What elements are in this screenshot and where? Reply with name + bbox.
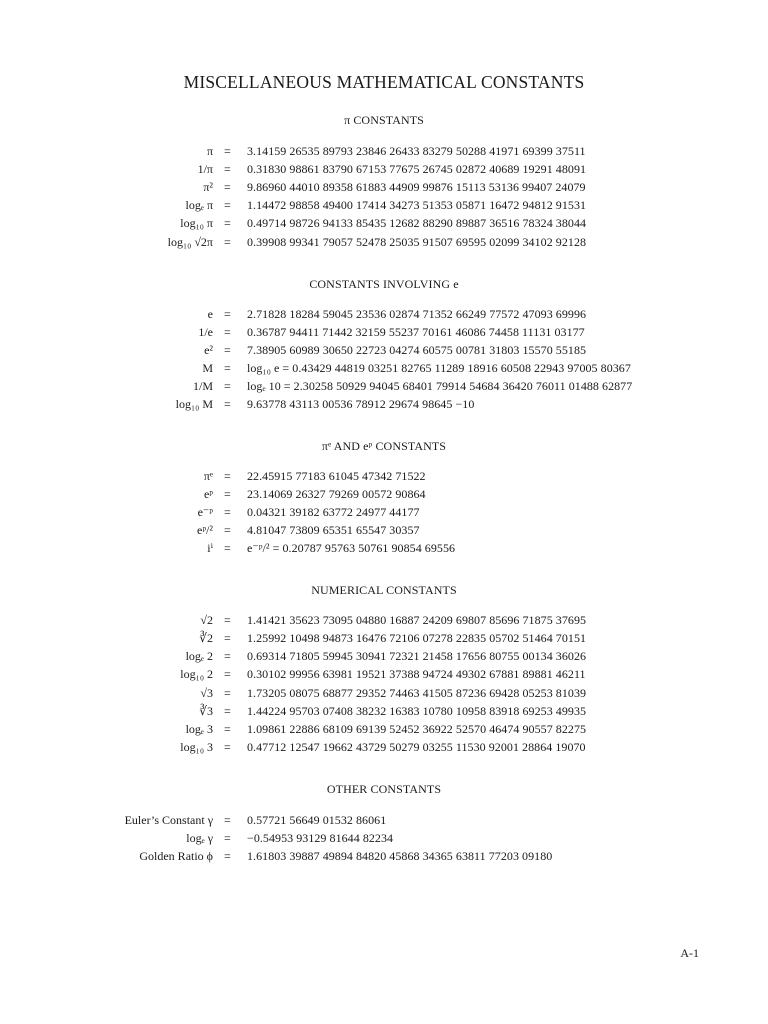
constant-row: [0, 829, 768, 847]
equals-sign: =: [224, 849, 231, 863]
constant-value: 3.14159 26535 89793 23846 26433 83279 50288 41971 69399 37511: [247, 144, 586, 158]
constant-value: 4.81047 73809 65351 65547 30357: [247, 523, 420, 537]
constant-value: 0.39908 99341 79057 52478 25035 91507 69595 02099 34102 92128: [247, 235, 587, 249]
page-number: A-1: [680, 946, 699, 960]
constant-row: [0, 521, 768, 539]
constant-row: [0, 702, 768, 720]
constant-symbol: π²: [203, 180, 213, 194]
constant-row: [0, 395, 768, 413]
constant-symbol: 1/e: [198, 325, 213, 339]
equals-sign: =: [224, 649, 231, 663]
constant-symbol: √3: [200, 686, 213, 700]
constant-value: 1.61803 39887 49894 84820 45868 34365 63811 77203 09180: [247, 849, 553, 863]
constant-row: [0, 323, 768, 341]
section-heading-pi: π CONSTANTS: [344, 113, 424, 127]
equals-sign: =: [224, 216, 231, 230]
constant-row: [0, 233, 768, 251]
constant-symbol: 1/π: [197, 162, 213, 176]
constant-value: logₑ 10 = 2.30258 50929 94045 68401 79914 54684 36420 76011 01488 62877: [247, 379, 633, 393]
constant-value: 7.38905 60989 30650 22723 04274 60575 00781 31803 15570 55185: [247, 343, 587, 357]
constant-value: 2.71828 18284 59045 23536 02874 71352 66249 77572 47093 69996: [247, 307, 587, 321]
constant-symbol: logₑ π: [185, 198, 213, 212]
constant-row: [0, 485, 768, 503]
equals-sign: =: [224, 361, 231, 375]
constant-symbol: π: [206, 144, 213, 158]
section-heading-other: OTHER CONSTANTS: [326, 782, 442, 796]
constant-symbol: ∛2: [199, 631, 213, 645]
constant-row: [0, 665, 768, 683]
constant-value: 1.14472 98858 49400 17414 34273 51353 05871 16472 94812 91531: [247, 198, 587, 212]
constant-value: 0.04321 39182 63772 24977 44177: [247, 505, 420, 519]
equals-sign: =: [224, 831, 231, 845]
constant-value: 1.41421 35623 73095 04880 16887 24209 69807 85696 71875 37695: [247, 613, 587, 627]
constant-row: [0, 738, 768, 756]
equals-sign: =: [224, 813, 231, 827]
equals-sign: =: [224, 307, 231, 321]
constant-value: 22.45915 77183 61045 47342 71522: [247, 469, 426, 483]
equals-sign: =: [224, 487, 231, 501]
constant-symbol: log₁₀ √2π: [167, 235, 213, 249]
constant-value: 0.57721 56649 01532 86061: [247, 813, 387, 827]
constant-symbol: Euler’s Constant γ: [124, 813, 213, 827]
equals-sign: =: [224, 198, 231, 212]
constant-row: [0, 720, 768, 738]
constant-row: [0, 142, 768, 160]
equals-sign: =: [224, 144, 231, 158]
constant-row: [0, 811, 768, 829]
equals-sign: =: [224, 667, 231, 681]
constant-symbol: logₑ γ: [186, 831, 213, 845]
constant-row: [0, 377, 768, 395]
equals-sign: =: [224, 180, 231, 194]
equals-sign: =: [224, 469, 231, 483]
section-heading-numerical: NUMERICAL CONSTANTS: [311, 583, 457, 597]
section-heading-pi-e: πᵉ AND eᵖ CONSTANTS: [321, 439, 447, 453]
constant-value: 1.44224 95703 07408 38232 16383 10780 10958 83918 69253 49935: [247, 704, 587, 718]
constant-symbol: eᵖ/²: [197, 523, 213, 537]
constant-value: 0.36787 94411 71442 32159 55237 70161 46086 74458 11131 03177: [247, 325, 585, 339]
constant-row: [0, 647, 768, 665]
equals-sign: =: [224, 740, 231, 754]
constant-symbol: log₁₀ π: [180, 216, 213, 230]
constant-symbol: M: [202, 361, 213, 375]
constant-value: 23.14069 26327 79269 00572 90864: [247, 487, 426, 501]
equals-sign: =: [224, 704, 231, 718]
constant-value: 0.31830 98861 83790 67153 77675 26745 02872 40689 19291 48091: [247, 162, 587, 176]
constant-value: 0.47712 12547 19662 43729 50279 03255 11530 92001 28864 19070: [247, 740, 586, 754]
equals-sign: =: [224, 397, 231, 411]
equals-sign: =: [224, 686, 231, 700]
constant-symbol: e⁻ᵖ: [197, 505, 213, 519]
constant-symbol: Golden Ratio ϕ: [139, 849, 213, 863]
constant-value: 9.63778 43113 00536 78912 29674 98645 −10: [247, 397, 475, 411]
constant-row: [0, 684, 768, 702]
constant-row: [0, 629, 768, 647]
constant-row: [0, 611, 768, 629]
constant-symbol: log₁₀ M: [175, 397, 213, 411]
constant-value: 0.69314 71805 59945 30941 72321 21458 17656 80755 00134 36026: [247, 649, 587, 663]
constant-value: 1.25992 10498 94873 16476 72106 07278 22835 05702 51464 70151: [247, 631, 587, 645]
constant-row: [0, 341, 768, 359]
constant-symbol: √2: [200, 613, 213, 627]
equals-sign: =: [224, 505, 231, 519]
constant-symbol: iⁱ: [207, 541, 213, 555]
constant-symbol: logₑ 2: [185, 649, 213, 663]
constant-value: log₁₀ e = 0.43429 44819 03251 82765 11289 18916 60508 22943 97005 80367: [247, 361, 631, 375]
constant-value: 1.09861 22886 68109 69139 52452 36922 52570 46474 90557 82275: [247, 722, 587, 736]
constant-row: [0, 359, 768, 377]
equals-sign: =: [224, 722, 231, 736]
constant-row: [0, 467, 768, 485]
equals-sign: =: [224, 162, 231, 176]
constant-symbol: e: [207, 307, 213, 321]
constant-row: [0, 178, 768, 196]
equals-sign: =: [224, 379, 231, 393]
constant-value: 0.49714 98726 94133 85435 12682 88290 89887 36516 78324 38044: [247, 216, 587, 230]
constant-value: 1.73205 08075 68877 29352 74463 41505 87236 69428 05253 81039: [247, 686, 587, 700]
constant-symbol: logₑ 3: [185, 722, 213, 736]
constant-symbol: log₁₀ 3: [180, 740, 213, 754]
constant-symbol: eᵖ: [203, 487, 213, 501]
equals-sign: =: [224, 343, 231, 357]
constant-symbol: 1/M: [192, 379, 213, 393]
equals-sign: =: [224, 541, 231, 555]
constant-symbol: log₁₀ 2: [180, 667, 213, 681]
constant-value: −0.54953 93129 81644 82234: [247, 831, 394, 845]
equals-sign: =: [224, 523, 231, 537]
constant-row: [0, 847, 768, 865]
equals-sign: =: [224, 235, 231, 249]
constant-value: e⁻ᵖ/² = 0.20787 95763 50761 90854 69556: [247, 541, 456, 555]
page-title: MISCELLANEOUS MATHEMATICAL CONSTANTS: [183, 72, 585, 92]
equals-sign: =: [224, 325, 231, 339]
constant-row: [0, 503, 768, 521]
constant-symbol: e²: [204, 343, 213, 357]
constant-value: 0.30102 99956 63981 19521 37388 94724 49302 67881 89881 46211: [247, 667, 586, 681]
constant-row: [0, 305, 768, 323]
constant-row: [0, 196, 768, 214]
constant-row: [0, 539, 768, 557]
section-heading-e: CONSTANTS INVOLVING e: [309, 277, 459, 291]
constant-symbol: ∛3: [199, 704, 213, 718]
constant-row: [0, 160, 768, 178]
equals-sign: =: [224, 613, 231, 627]
constant-row: [0, 214, 768, 232]
constant-value: 9.86960 44010 89358 61883 44909 99876 15113 53136 99407 24079: [247, 180, 586, 194]
equals-sign: =: [224, 631, 231, 645]
constant-symbol: πᵉ: [203, 469, 213, 483]
